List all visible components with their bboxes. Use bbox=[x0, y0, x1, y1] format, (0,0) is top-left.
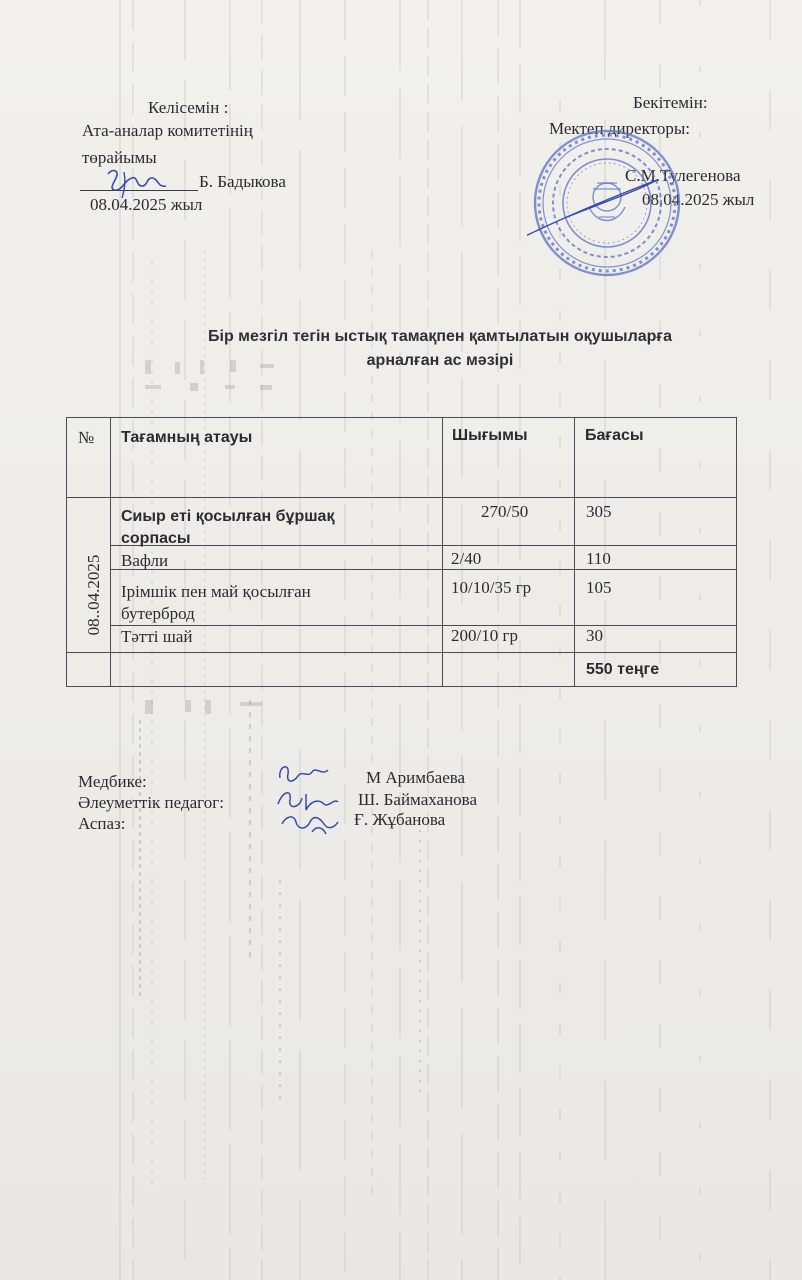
signatory-role-cook: Аспаз: bbox=[78, 814, 126, 833]
menu-date: 08..04.2025 bbox=[84, 554, 103, 636]
row1-yield: 270/50 bbox=[481, 502, 529, 521]
header-no: № bbox=[78, 428, 95, 447]
table-row-divider bbox=[110, 569, 737, 570]
table-row-divider bbox=[66, 497, 737, 498]
approval-left-name: Б. Бадыкова bbox=[199, 172, 286, 191]
table-col-divider bbox=[442, 417, 443, 687]
row3-dish-name-line2: бутерброд bbox=[121, 604, 195, 623]
approval-right-name: С.М.Тулегенова bbox=[625, 166, 741, 185]
row4-dish-name: Тәтті шай bbox=[121, 627, 193, 646]
document-title-line1: Бір мезгіл тегін ыстық тамақпен қамтылатын оқушыларға bbox=[208, 328, 672, 345]
approval-left-heading: Келісемін : bbox=[148, 98, 229, 117]
header-dish-name: Тағамның атауы bbox=[121, 429, 253, 446]
approval-left-line1: Ата-аналар комитетінің bbox=[82, 121, 253, 140]
row1-dish-name-line1: Сиыр еті қосылған бұршақ bbox=[121, 508, 335, 525]
header-yield: Шығымы bbox=[452, 427, 528, 444]
signatory-role-social-pedagogue: Әлеуметтік педагог: bbox=[78, 793, 224, 812]
row3-dish-name-line1: Ірімшік пен май қосылған bbox=[121, 582, 311, 601]
signatory-name-nurse: М Аримбаева bbox=[366, 768, 466, 787]
total-price: 550 теңге bbox=[586, 661, 660, 678]
document-title bbox=[100, 325, 780, 373]
row4-price: 30 bbox=[586, 626, 603, 645]
row2-yield: 2/40 bbox=[451, 549, 482, 568]
header-price: Бағасы bbox=[585, 427, 644, 444]
approval-right-heading: Бекітемін: bbox=[633, 93, 708, 112]
signatory-name-social-pedagogue: Ш. Баймаханова bbox=[358, 790, 478, 809]
approval-left-line2: төрайымы bbox=[82, 148, 157, 167]
row2-price: 110 bbox=[586, 549, 611, 568]
row3-price: 105 bbox=[586, 578, 612, 597]
table-row-divider bbox=[110, 545, 737, 546]
signatories-signatures bbox=[272, 758, 342, 838]
table-col-divider bbox=[574, 417, 575, 687]
row4-yield: 200/10 гр bbox=[451, 626, 518, 645]
signatory-name-cook: Ғ. Жұбанова bbox=[354, 810, 446, 829]
menu-date-cell bbox=[74, 520, 114, 670]
approval-right-line1: Мектеп директоры: bbox=[549, 119, 690, 138]
row1-dish-name-line2: сорпасы bbox=[121, 530, 191, 547]
approval-right-date: 08.04.2025 жыл bbox=[642, 190, 755, 209]
row1-price: 305 bbox=[586, 502, 612, 521]
signatory-role-nurse: Медбике: bbox=[78, 772, 147, 791]
document-title-line2: арналған ас мәзірі bbox=[366, 352, 514, 369]
row3-yield: 10/10/35 гр bbox=[451, 578, 532, 597]
approval-left-date: 08.04.2025 жыл bbox=[90, 195, 203, 214]
table-row-divider bbox=[66, 652, 737, 653]
official-stamp bbox=[527, 125, 687, 280]
table-row-divider bbox=[110, 625, 737, 626]
row2-dish-name: Вафли bbox=[121, 551, 169, 570]
